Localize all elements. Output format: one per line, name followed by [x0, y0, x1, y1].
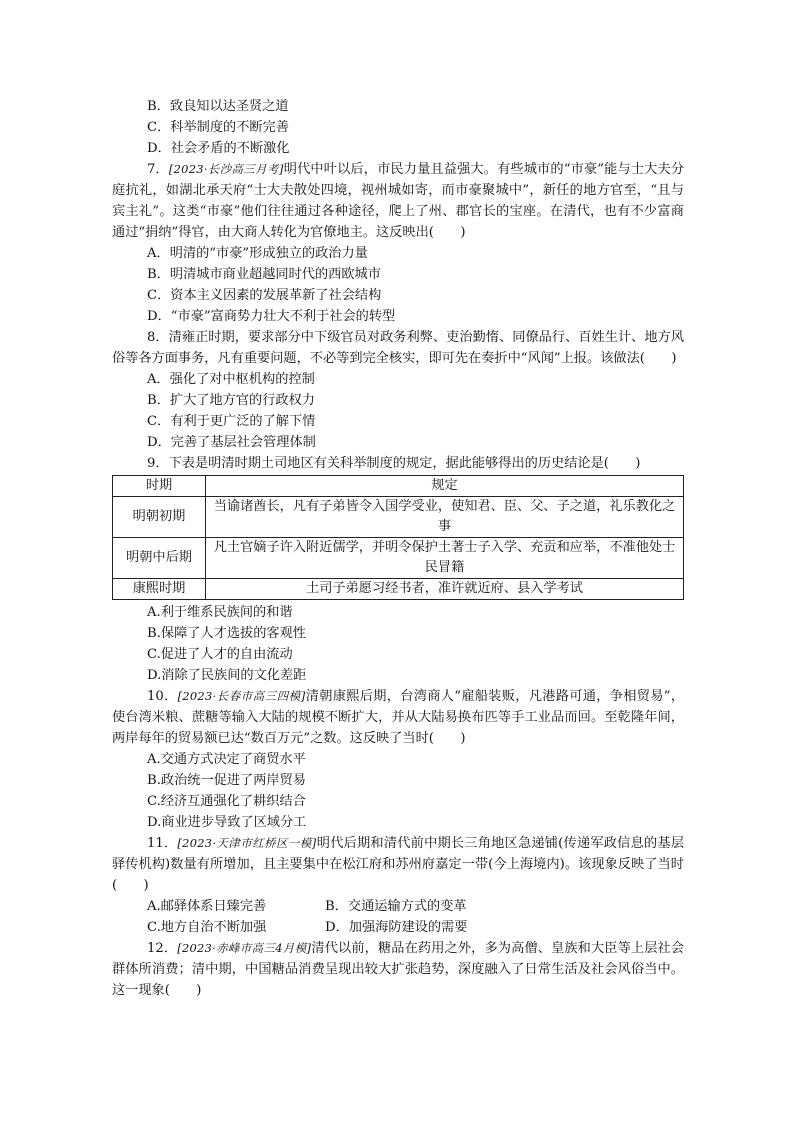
q10-option-a: A.交通方式决定了商贸水平	[147, 752, 306, 767]
q7-option-d: D．“市豪”富商势力壮大不利于社会的转型	[147, 309, 396, 324]
question-12-answer-blank: ( )	[164, 983, 202, 998]
question-11-text: 明代后期和清代前中期长三角地区急递铺(传递军政信息的基层驿传机构)数量有所增加，且主要集中在松江府和苏州府嘉定一带(今上海境内)。该现象反映了当时	[112, 836, 685, 872]
q11-options-row-2	[112, 917, 684, 938]
question-12-text: 清代以前，糖品在药用之外，多为高僧、皇族和大臣等上层社会群体所消费；清中期，中国糖品消费呈现出较大扩张趋势，深度融入了日常生活及社会风俗当中。这一现象	[112, 941, 685, 998]
q8-option-a: A．强化了对中枢机构的控制	[147, 372, 315, 387]
question-8-stem	[112, 327, 684, 369]
question-8-text: 清雍正时期，要求部分中下级官员对政务利弊、吏治勤惰、同僚品行、百姓生计、地方风俗等各方面事务，凡有重要问题，不必等到完全核实，即可先在奏折中“风闻”上报。该做法	[112, 330, 685, 366]
question-10-stem	[112, 686, 684, 749]
q7-option-b: B．明清城市商业超越同时代的西欧城市	[147, 267, 381, 282]
question-11-stem	[112, 833, 684, 896]
q6-option-d: D．社会矛盾的不断激化	[147, 141, 290, 156]
question-12-source-tag: [2023·赤峰市高三4月模]	[177, 941, 312, 955]
question-12-stem	[112, 938, 684, 1001]
table-row	[113, 538, 684, 579]
q6-option-c: C．科举制度的不断完善	[147, 120, 289, 135]
question-9-text: 下表是明清时期土司地区有关科举制度的规定，据此能够得出的历史结论是	[168, 456, 604, 471]
table-cell-rule: 土司子弟愿习经书者，准许就近府、县入学考试	[206, 579, 684, 600]
question-8-number: 8．	[147, 330, 169, 345]
q9-option-b: B.保障了人才选拔的客观性	[147, 626, 306, 641]
q11-options-row-1	[112, 896, 684, 917]
q11-option-d: D．加强海防建设的需要	[325, 920, 468, 935]
table-header-row	[113, 476, 684, 497]
question-7-number: 7．	[147, 162, 169, 177]
q9-option-d: D.消除了民族间的文化差距	[147, 668, 307, 683]
question-9-answer-blank: ( )	[603, 456, 641, 471]
table-row	[113, 497, 684, 538]
table-cell-period: 明朝中后期	[113, 538, 206, 579]
question-10-number: 10．	[147, 689, 178, 704]
table-header-period: 时期	[113, 476, 206, 497]
table-cell-period: 康熙时期	[113, 579, 206, 600]
question-8-answer-blank: ( )	[639, 351, 677, 366]
q10-option-b: B.政治统一促进了两岸贸易	[147, 773, 306, 788]
table-header-rule: 规定	[206, 476, 684, 497]
q9-option-a: A.利于维系民族间的和谐	[147, 605, 293, 620]
table-cell-rule: 当谕诸酋长，凡有子弟皆令入国学受业，使知君、臣、父、子之道，礼乐教化之事	[206, 497, 684, 538]
q10-option-d: D.商业进步导致了区域分工	[147, 815, 307, 830]
question-9-number: 9．	[147, 456, 169, 471]
q10-option-c: C.经济互通强化了耕织结合	[147, 794, 306, 809]
question-9-stem	[112, 453, 684, 474]
q6-option-b: B．致良知以达圣贤之道	[147, 99, 289, 114]
question-7-stem	[112, 159, 684, 243]
q7-option-c: C．资本主义因素的发展革新了社会结构	[147, 288, 382, 303]
question-7-text: 明代中叶以后，市民力量且益强大。有些城市的“市豪”能与士大夫分庭抗礼，如湖北承天府“士大夫散处四境，视州城如寄，而市豪聚城中”，新任的地方官至，“且与宾主礼”。这类“市豪”他们往往通过各种途径，爬上了州、郡官长的宝座。在清代，也有不少富商通过“捐纳”得官，由大商人转化为官僚地主。这反映出	[112, 162, 684, 240]
q8-option-b: B．扩大了地方官的行政权力	[147, 393, 315, 408]
question-7-source-tag: [2023·长沙高三月考]	[168, 162, 284, 176]
question-10-source-tag: [2023·长春市高三四模]	[177, 689, 306, 703]
q9-option-c: C.促进了人才的自由流动	[147, 647, 293, 662]
q7-option-a: A．明清的“市豪”形成独立的政治力量	[147, 246, 368, 261]
table-cell-period: 明朝初期	[113, 497, 206, 538]
question-10-answer-blank: ( )	[428, 731, 466, 746]
exam-rules-table	[112, 475, 684, 600]
page-content	[112, 96, 684, 1001]
question-11-source-tag: [2023·天津市红桥区一模]	[177, 836, 317, 850]
question-10-text: 清朝康熙后期，台湾商人“雇船装贩，凡港路可通，争相贸易”，使台湾米粮、蔗糖等输入大陆的规模不断扩大，并从大陆易换布匹等手工业品而回。至乾隆年间，两岸每年的贸易额已达“数百万元”之数。这反映了当时	[112, 689, 685, 746]
question-12-number: 12．	[147, 941, 178, 956]
q11-option-a: A.邮驿体系日臻完善	[147, 899, 267, 914]
question-11-answer-blank: ( )	[112, 878, 149, 893]
question-11-number: 11．	[147, 836, 178, 851]
table-cell-rule: 凡土官嫡子许入附近儒学，并明令保护土著士子入学、充贡和应举，不准他处士民冒籍	[206, 538, 684, 579]
q11-option-b: B．交通运输方式的变革	[325, 899, 467, 914]
question-7-answer-blank: ( )	[428, 225, 466, 240]
table-row	[113, 579, 684, 600]
q11-option-c: C.地方自治不断加强	[147, 920, 267, 935]
q8-option-d: D．完善了基层社会管理体制	[147, 435, 316, 450]
q8-option-c: C．有利于更广泛的了解下情	[147, 414, 316, 429]
